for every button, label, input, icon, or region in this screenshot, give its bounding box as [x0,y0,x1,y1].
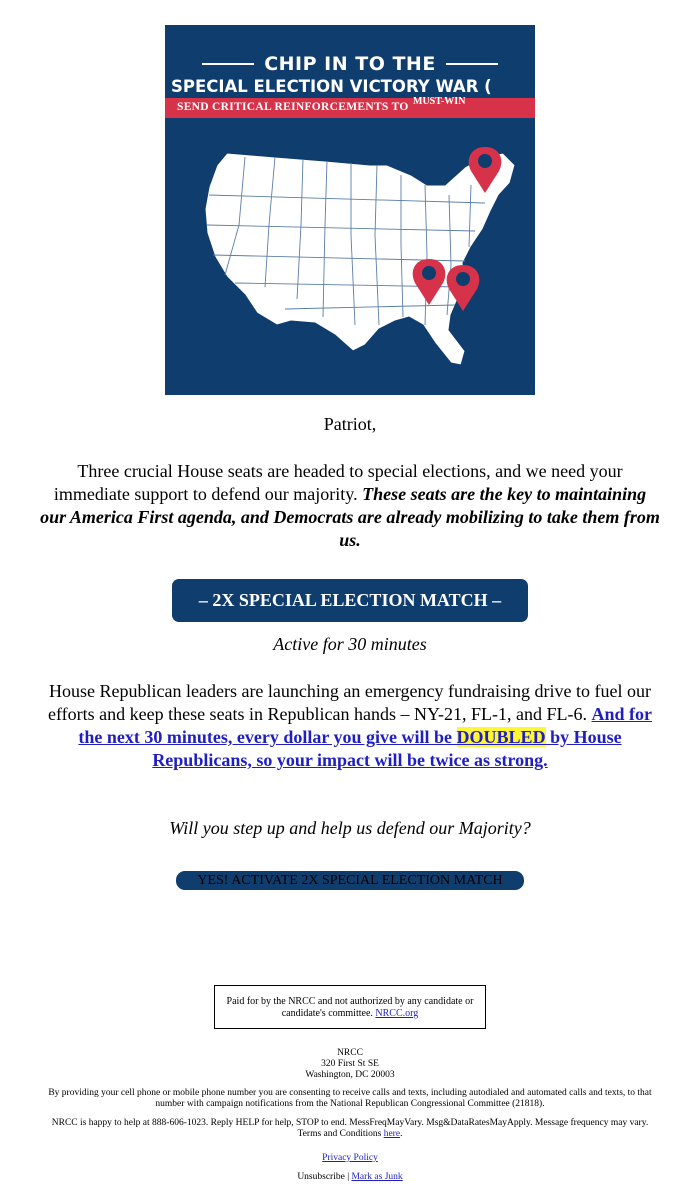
address-line1: 320 First St SE [321,1059,379,1069]
mailing-address [45,1048,655,1081]
nrcc-org-link[interactable]: NRCC.org [375,1008,419,1019]
help-text-body: NRCC is happy to help at 888-606-1023. Reply HELP for help, STOP to end. MessFreqMayVary. Msg&DataRatesMayApply. Message frequency may vary. Terms and Conditions [51,1118,649,1139]
match-link-part2[interactable]: by House Republicans, so your impact will be twice as strong. [152,727,622,770]
us-map-icon [165,25,535,395]
match-link-part1[interactable]: And for the next 30 minutes, every dollar you give will be [78,704,653,747]
terms-link[interactable]: here [383,1129,401,1139]
intro-bold-text: These seats are the key to maintaining our America First agenda, and Democrats are already mobilizing to take them from us. [40,484,660,550]
hero-banner[interactable] [165,25,535,395]
help-text: NRCC is happy to help at 888-606-1023. Reply HELP for help, STOP to end. MessFreqMayVary. Msg&DataRatesMayApply. Message frequency may vary. Terms and Conditions here. [51,1118,649,1139]
privacy-row [45,1153,655,1164]
question-text: Will you step up and help us defend our Majority? [169,818,531,838]
mark-as-junk-link[interactable]: Mark as Junk [351,1172,403,1182]
hero-title-line1-text: CHIP IN TO THE [264,53,436,75]
match-badge[interactable]: – 2X SPECIAL ELECTION MATCH – [172,579,528,622]
intro-text: Three crucial House seats are headed to special elections, and we need your immediate support to defend our majority. [53,461,623,504]
intro-paragraph [40,460,660,552]
activate-match-button[interactable]: YES! ACTIVATE 2X SPECIAL ELECTION MATCH [176,871,524,890]
unsubscribe-link[interactable]: Unsubscribe [297,1172,345,1182]
active-note: Active for 30 minutes [273,634,427,654]
doubled-highlight[interactable]: DOUBLED [456,727,546,747]
paid-for-text: Paid for by the NRCC and not authorized by any candidate or candidate's committee. [226,996,474,1019]
org-name: NRCC [337,1048,363,1058]
hero-strip-text-small: MUST-WIN [413,96,466,107]
privacy-policy-link[interactable]: Privacy Policy [322,1153,378,1163]
paid-for-box [214,985,486,1029]
hero-title-line2: SPECIAL ELECTION VICTORY WAR ( [171,77,492,96]
sms-consent-text: By providing your cell phone or mobile phone number you are consenting to receive calls and texts, including autodialed and automated calls and texts, to that number with campaign notifications from the National Republican Congressional Committee (21818). [48,1088,652,1109]
salutation: Patriot, [323,414,377,434]
us-map-outline [205,153,515,365]
unsubscribe-row [45,1172,655,1183]
fundraising-text: House Republican leaders are launching an emergency fundraising drive to fuel our efforts and keep these seats in Republican hands – NY-21, FL-1, and FL-6. [47,681,651,724]
hero-strip-text: SEND CRITICAL REINFORCEMENTS TO [177,101,409,113]
fundraising-paragraph [40,680,660,772]
address-line2: Washington, DC 20003 [305,1070,395,1080]
link-separator: | [347,1172,350,1182]
